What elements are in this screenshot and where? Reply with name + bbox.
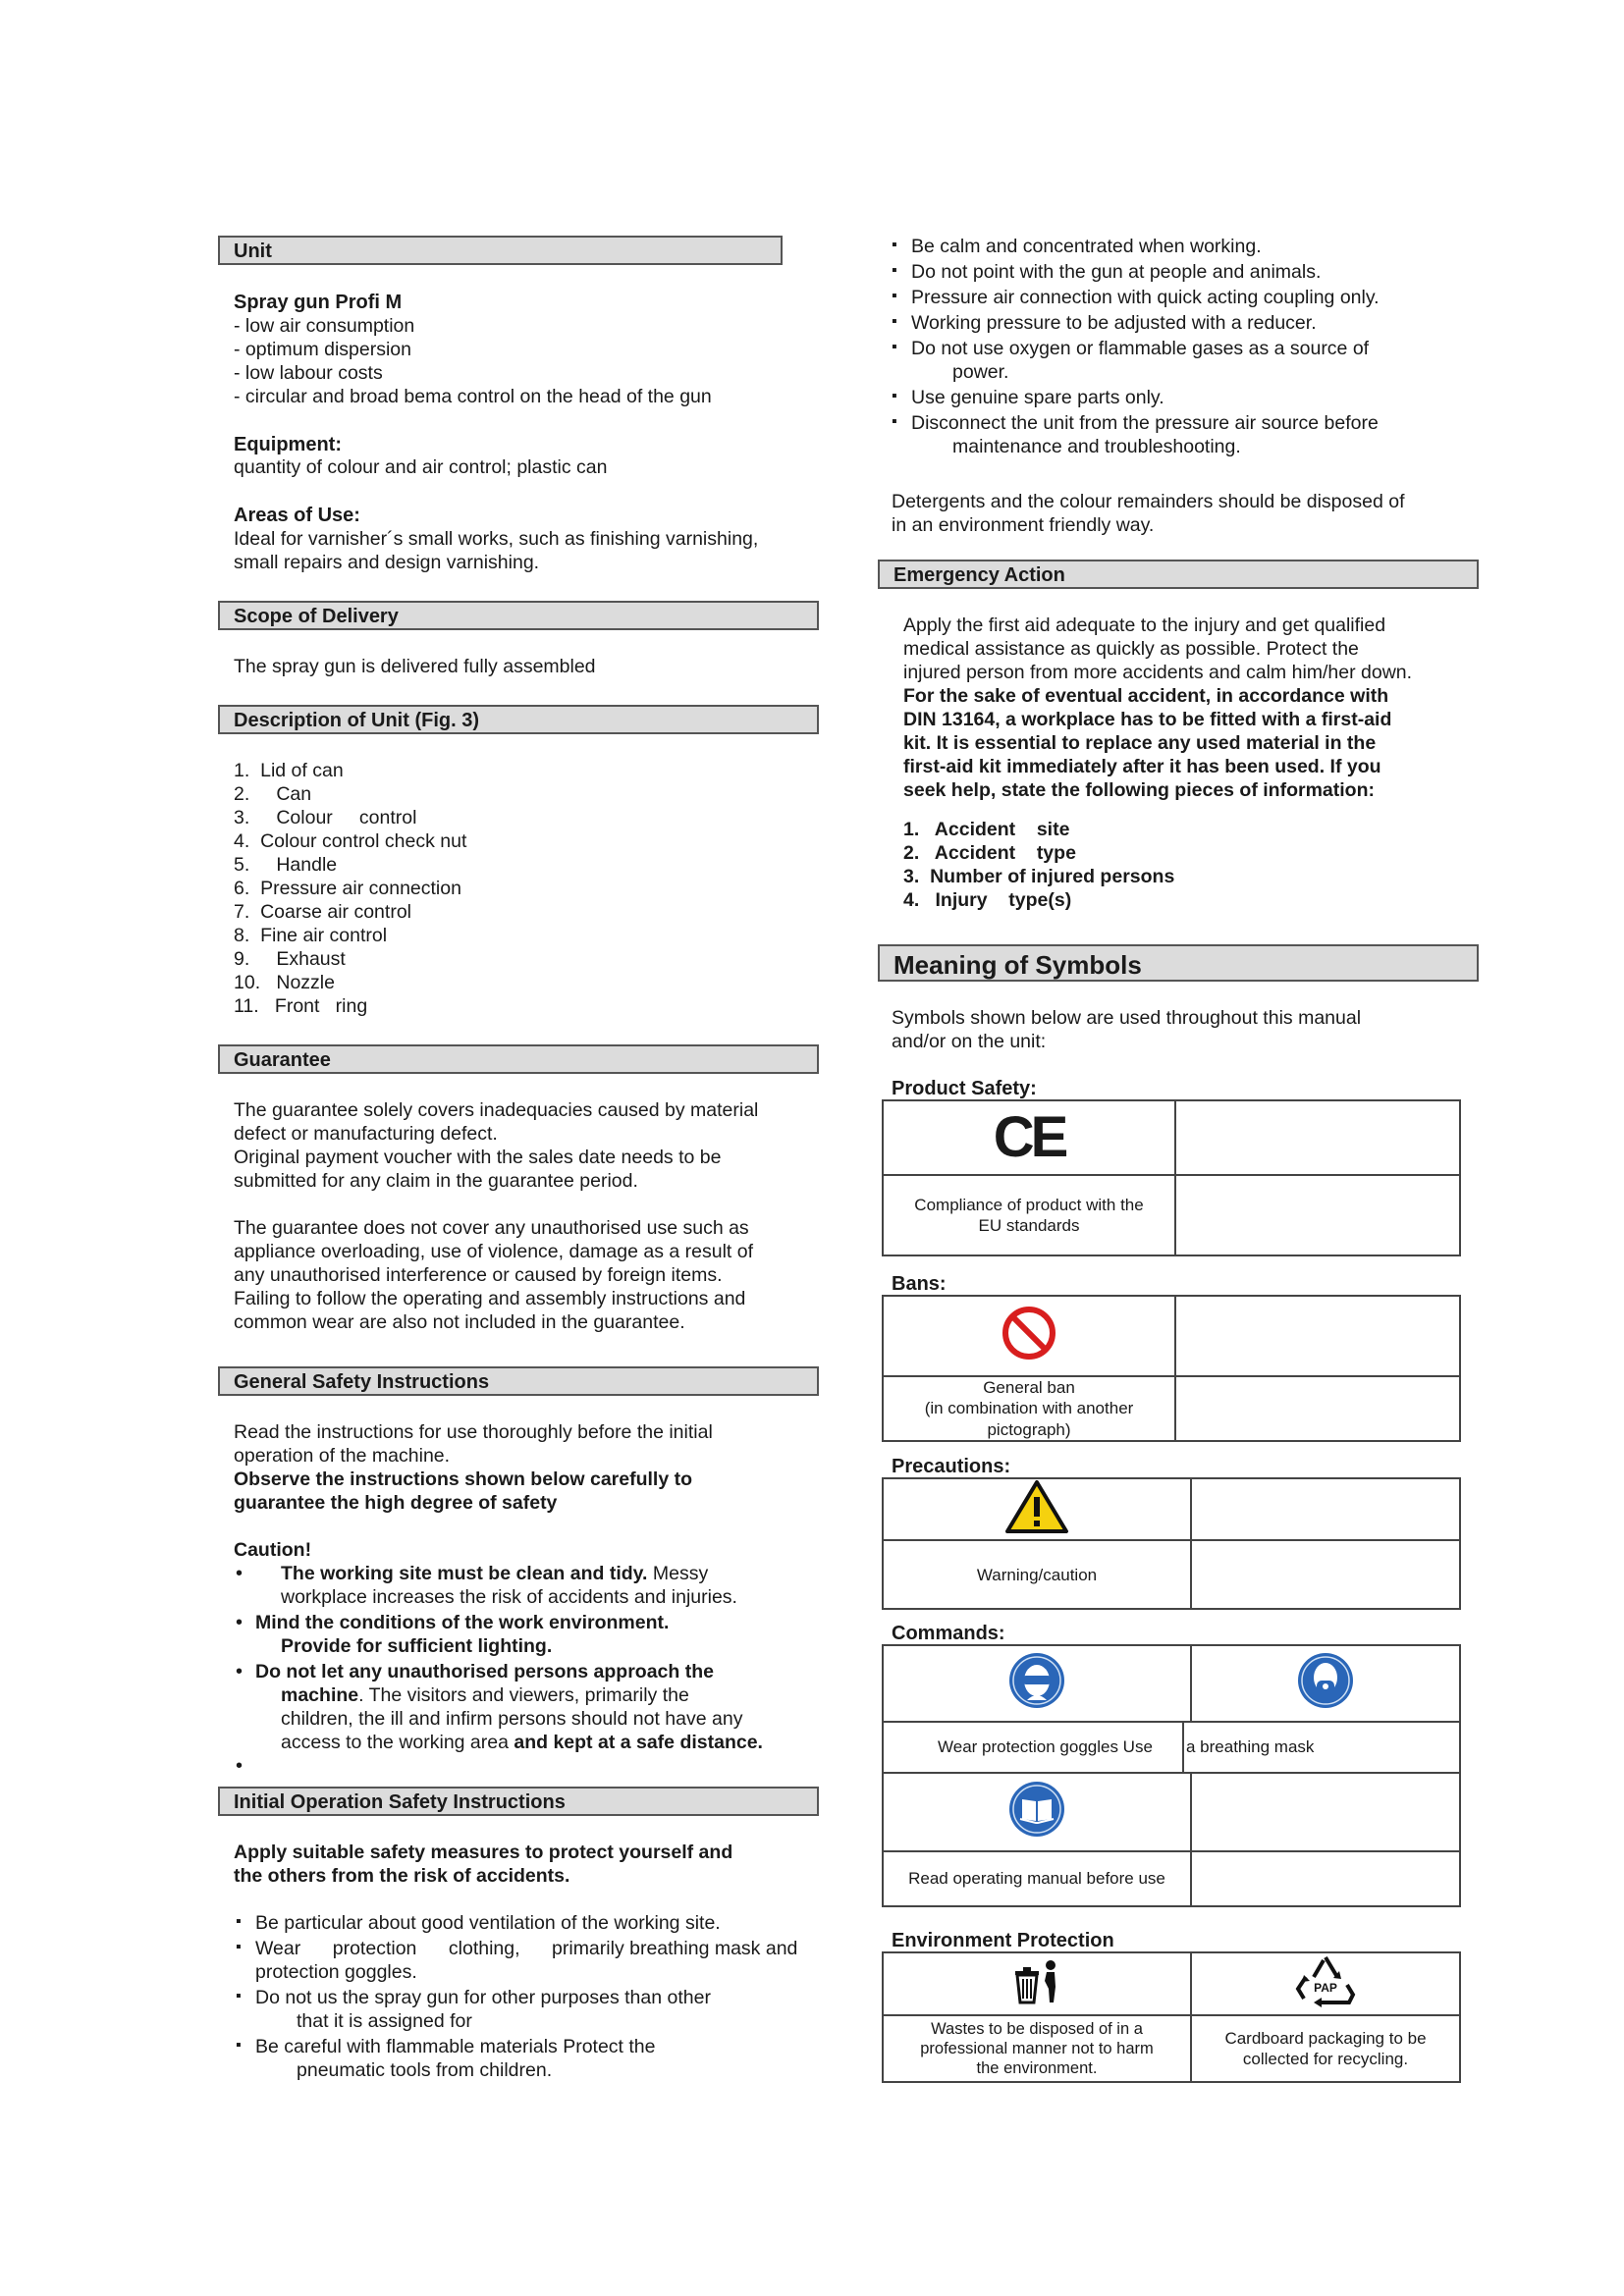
unit-section	[234, 291, 803, 575]
list-item: 2. Accident type	[903, 841, 1076, 864]
equipment-text: quantity of colour and air control; plastic can	[234, 456, 608, 479]
guarantee-line: The guarantee does not cover any unauthorised use such as	[234, 1216, 749, 1239]
symbols-heading: Meaning of Symbols	[878, 944, 1479, 982]
emergency-heading: Emergency Action	[878, 560, 1479, 589]
list-item: ▪ Do not use oxygen or flammable gases as a source of power.	[890, 338, 1479, 385]
warning-triangle-icon	[1004, 1479, 1069, 1534]
list-item: 1. Lid of can	[234, 760, 344, 781]
symbols-intro-line: Symbols shown below are used throughout this manual	[892, 1007, 1362, 1029]
goggles-icon	[1007, 1651, 1066, 1710]
list-item: 8. Fine air control	[234, 924, 388, 946]
general-safety-section	[234, 1421, 823, 1777]
warning-desc-cell: Warning/caution	[883, 1540, 1191, 1609]
empty-cell	[1191, 1540, 1460, 1609]
emergency-list	[903, 819, 1473, 913]
list-item: ▪ Be calm and concentrated when working.	[890, 236, 1479, 259]
caution-item-text: children, the ill and infirm persons should not have any	[281, 1707, 743, 1730]
guarantee-line: appliance overloading, use of violence, damage as a result of	[234, 1240, 754, 1262]
recycling-pap-icon	[1294, 1953, 1357, 2008]
list-item: 1. Accident site	[903, 818, 1070, 840]
list-item: 4. Injury type(s)	[903, 888, 1072, 911]
list-item: 9. Exhaust	[234, 947, 346, 970]
detergents-note	[892, 491, 1481, 538]
commands-desc-cell	[883, 1722, 1460, 1773]
gs-bold-2: guarantee the high degree of safety	[234, 1491, 558, 1514]
caution-item-bold: Provide for sufficient lighting.	[281, 1634, 553, 1657]
list-item: ▪ Use genuine spare parts only.	[890, 387, 1479, 410]
list-item: 4. Colour control check nut	[234, 829, 467, 852]
emergency-line: injured person from more accidents and calm him/her down.	[903, 661, 1413, 683]
general-safety-heading: General Safety Instructions	[218, 1366, 819, 1396]
environment-label: Environment Protection	[892, 1930, 1114, 1951]
goggles-desc: Wear protection goggles Use	[938, 1737, 1153, 1757]
guarantee-line: common wear are also not included in the guarantee.	[234, 1310, 685, 1333]
empty-cell	[1191, 1773, 1460, 1851]
gs-intro-2: operation of the machine.	[234, 1444, 451, 1467]
precautions-table	[882, 1477, 1461, 1610]
caution-item-bold: and kept at a safe distance.	[514, 1731, 763, 1753]
read-manual-icon	[1007, 1780, 1066, 1839]
empty-cell	[1175, 1296, 1460, 1376]
gs-intro-1: Read the instructions for use thoroughly before the initial	[234, 1421, 713, 1443]
emergency-section	[903, 614, 1473, 913]
ban-desc-cell: General ban (in combination with another pictograph)	[883, 1376, 1175, 1441]
commands-table	[882, 1644, 1461, 1907]
empty-cell	[1175, 1175, 1460, 1255]
list-item: 6. Pressure air connection	[234, 877, 461, 899]
list-item: ▪ Working pressure to be adjusted with a reducer.	[890, 312, 1479, 336]
guarantee-section	[234, 1099, 823, 1335]
guarantee-heading: Guarantee	[218, 1044, 819, 1074]
caution-item-bold: Do not let any unauthorised persons approach the	[255, 1660, 714, 1682]
list-item: ▪ Be particular about good ventilation of the working site.	[234, 1912, 882, 1936]
feature-4: - circular and broad bema control on the head of the gun	[234, 385, 712, 407]
feature-3: - low labour costs	[234, 361, 383, 384]
list-item: ▪ Wear protection clothing, primarily breathing mask and protection goggles.	[234, 1938, 882, 1985]
areas-text-1: Ideal for varnisher´s small works, such as finishing varnishing,	[234, 527, 759, 550]
ban-cell	[883, 1296, 1175, 1376]
list-item: 2. Can	[234, 782, 312, 805]
areas-text-2: small repairs and design varnishing.	[234, 551, 540, 573]
list-item: 5. Handle	[234, 853, 338, 876]
initial-safety-list	[234, 1912, 882, 2083]
emergency-bold-line: For the sake of eventual accident, in accordance with	[903, 684, 1389, 707]
commands-label: Commands:	[892, 1623, 1005, 1644]
caution-item-text: access to the working area	[281, 1731, 514, 1753]
list-item: 3. Colour control	[234, 806, 417, 828]
is-bold-1: Apply suitable safety measures to protect yourself and	[234, 1842, 733, 1863]
prohibition-icon	[1001, 1305, 1057, 1362]
ce-mark-icon: CE	[993, 1104, 1065, 1169]
empty-cell	[1175, 1100, 1460, 1175]
precautions-label: Precautions:	[892, 1456, 1011, 1477]
environment-table	[882, 1951, 1461, 2083]
feature-2: - optimum dispersion	[234, 338, 411, 360]
list-item: 7. Coarse air control	[234, 900, 411, 923]
caution-item	[234, 1563, 823, 1610]
emergency-line: medical assistance as quickly as possible. Protect the	[903, 637, 1359, 660]
description-heading: Description of Unit (Fig. 3)	[218, 705, 819, 734]
pap-mark: PAP	[1314, 1981, 1337, 1996]
symbols-intro	[892, 1007, 1481, 1054]
list-item: ▪ Do not point with the gun at people and animals.	[890, 261, 1479, 285]
guarantee-line: submitted for any claim in the guarantee period.	[234, 1169, 638, 1192]
caution-item-bold: Mind the conditions of the work environment.	[255, 1611, 670, 1633]
goggles-cell	[883, 1645, 1191, 1722]
waste-desc-cell: Wastes to be disposed of in a professional manner not to harm the environment.	[883, 2015, 1191, 2082]
mask-cell	[1191, 1645, 1460, 1722]
areas-label: Areas of Use:	[234, 505, 360, 527]
list-item: ▪ Do not us the spray gun for other purposes than other that it is assigned for	[234, 1987, 882, 2034]
description-list	[234, 760, 784, 1019]
list-item: 11. Front ring	[234, 994, 368, 1017]
detergents-line: in an environment friendly way.	[892, 513, 1155, 536]
waste-cell	[883, 1952, 1191, 2015]
equipment-label: Equipment:	[234, 433, 342, 455]
caution-item-text: workplace increases the risk of accidents and injuries.	[281, 1585, 737, 1608]
symbols-intro-line: and/or on the unit:	[892, 1030, 1047, 1052]
guarantee-line: Failing to follow the operating and assembly instructions and	[234, 1287, 746, 1309]
empty-cell	[1191, 1851, 1460, 1906]
caution-item-text: Messy	[647, 1562, 709, 1584]
caution-item-bold: The working site must be clean and tidy.	[281, 1562, 648, 1584]
mask-desc: a breathing mask	[1186, 1737, 1315, 1756]
initial-safety-section	[234, 1842, 882, 2083]
product-name: Spray gun Profi M	[234, 292, 403, 313]
initial-safety-heading: Initial Operation Safety Instructions	[218, 1787, 819, 1816]
list-item: ▪ Pressure air connection with quick acting coupling only.	[890, 287, 1479, 310]
ce-desc-cell: Compliance of product with the EU standards	[883, 1175, 1175, 1255]
list-item: ▪ Be careful with flammable materials Protect the pneumatic tools from children.	[234, 2036, 882, 2083]
rules-list	[890, 236, 1479, 459]
bans-table	[882, 1295, 1461, 1442]
empty-cell	[1191, 1478, 1460, 1540]
list-item: 3. Number of injured persons	[903, 865, 1175, 887]
empty-bullet: •	[236, 1754, 244, 1777]
emergency-bold-line: DIN 13164, a workplace has to be fitted with a first-aid	[903, 708, 1392, 730]
guarantee-line: any unauthorised interference or caused by foreign items.	[234, 1263, 723, 1286]
warning-cell	[883, 1478, 1191, 1540]
guarantee-line: Original payment voucher with the sales date needs to be	[234, 1146, 722, 1168]
product-safety-table	[882, 1099, 1461, 1256]
gs-bold-1: Observe the instructions shown below carefully to	[234, 1468, 693, 1490]
emergency-line: Apply the first aid adequate to the injury and get qualified	[903, 614, 1386, 636]
empty-cell	[1175, 1376, 1460, 1441]
unit-heading: Unit	[218, 236, 783, 265]
pap-desc-cell: Cardboard packaging to be collected for recycling.	[1191, 2015, 1460, 2082]
caution-item: • Mind the conditions of the work environment. Provide for sufficient lighting.	[234, 1612, 823, 1659]
manual-cell	[883, 1773, 1191, 1851]
breathing-mask-icon	[1296, 1651, 1355, 1710]
ce-cell	[883, 1100, 1175, 1175]
caution-item-bold: machine	[281, 1683, 359, 1706]
caution-item: • Do not let any unauthorised persons approach the machine. The visitors and viewers, primarily the children, the ill and infirm persons should not have any access to the working area and kept at a safe distance.	[236, 1660, 763, 1753]
emergency-bold-line: first-aid kit immediately after it has been used. If you	[903, 755, 1381, 777]
guarantee-line: The guarantee solely covers inadequacies caused by material	[234, 1099, 759, 1121]
cell-divider	[1182, 1723, 1184, 1772]
detergents-line: Detergents and the colour remainders should be disposed of	[892, 491, 1405, 512]
is-bold-2: the others from the risk of accidents.	[234, 1864, 570, 1887]
bans-label: Bans:	[892, 1273, 947, 1295]
scope-heading: Scope of Delivery	[218, 601, 819, 630]
waste-bin-person-icon	[1007, 1957, 1066, 2004]
manual-desc-cell: Read operating manual before use	[883, 1851, 1191, 1906]
emergency-bold-line: kit. It is essential to replace any used material in the	[903, 731, 1377, 754]
feature-1: - low air consumption	[234, 314, 415, 337]
emergency-bold-line: seek help, state the following pieces of information:	[903, 778, 1375, 801]
list-item: ▪ Disconnect the unit from the pressure air source before maintenance and troubleshooting.	[890, 412, 1479, 459]
caution-label: Caution!	[234, 1538, 312, 1561]
guarantee-line: defect or manufacturing defect.	[234, 1122, 498, 1145]
caution-item-text: . The visitors and viewers, primarily the	[358, 1683, 689, 1706]
pap-cell	[1191, 1952, 1460, 2015]
list-item: 10. Nozzle	[234, 971, 335, 993]
product-safety-label: Product Safety:	[892, 1078, 1037, 1099]
scope-text: The spray gun is delivered fully assembled	[234, 656, 596, 677]
